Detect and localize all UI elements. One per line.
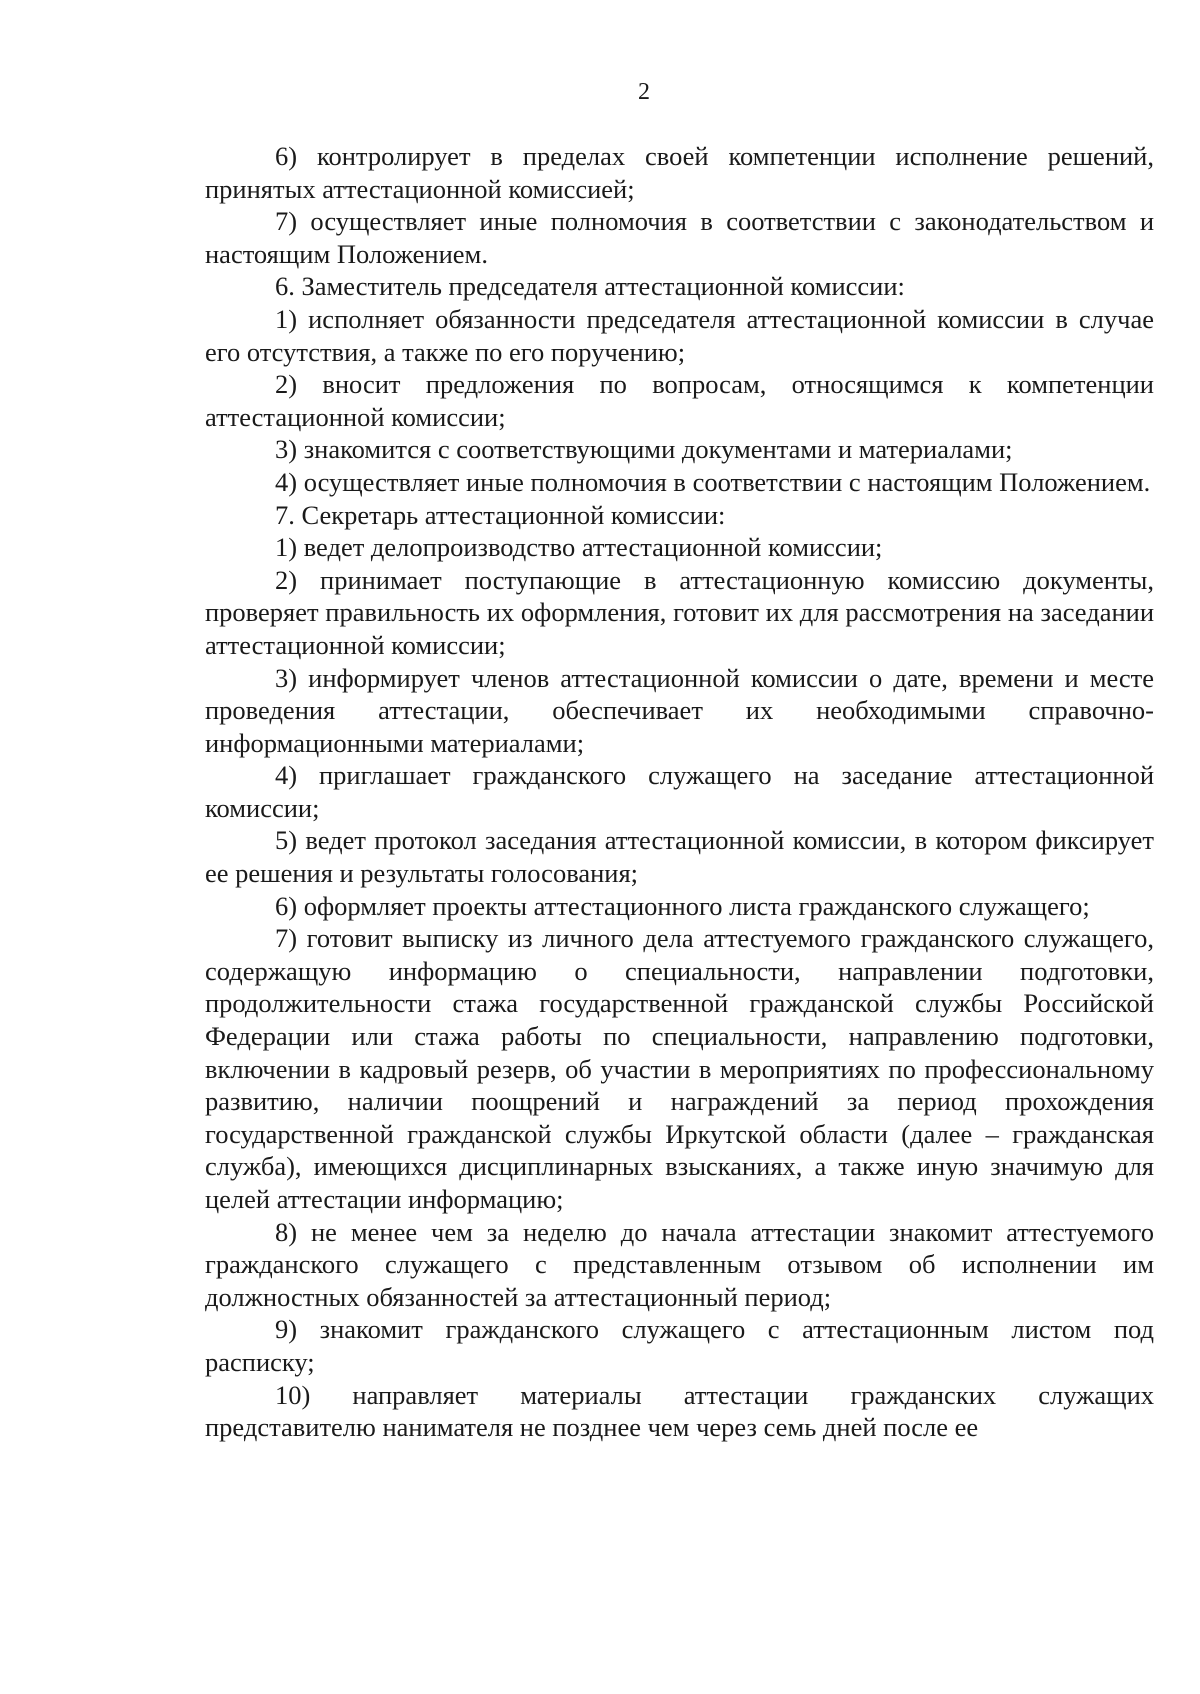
paragraph: 6) контролирует в пределах своей компетенции исполнение решений, принятых аттестационной комиссией; [205, 141, 1154, 204]
paragraph: 5) ведет протокол заседания аттестационной комиссии, в котором фиксирует ее решения и результаты голосования; [205, 825, 1154, 889]
page-number: 2 [638, 79, 650, 105]
paragraph: 1) ведет делопроизводство аттестационной комиссии; [275, 532, 883, 563]
paragraph: 3) информирует членов аттестационной комиссии о дате, времени и месте проведения аттестации, обеспечивает их необходимыми справочно-информационными материалами; [205, 662, 1154, 758]
paragraph: 3) знакомится с соответствующими документами и материалами; [275, 434, 1013, 465]
paragraph: 4) осуществляет иные полномочия в соответствии с настоящим Положением. [275, 466, 1151, 497]
paragraph: 6) оформляет проекты аттестационного листа гражданского служащего; [275, 890, 1090, 921]
document-body [205, 140, 1154, 1444]
paragraph: 2) принимает поступающие в аттестационную комиссию документы, проверяет правильность их оформления, готовит их для рассмотрения на заседании аттестационной комиссии; [205, 564, 1154, 660]
paragraph: 2) вносит предложения по вопросам, относящимся к компетенции аттестационной комиссии; [205, 369, 1154, 432]
paragraph: 4) приглашает гражданского служащего на заседание аттестационной комиссии; [205, 760, 1154, 823]
paragraph: 9) знакомит гражданского служащего с аттестационным листом под расписку; [205, 1314, 1154, 1377]
paragraph: 1) исполняет обязанности председателя аттестационной комиссии в случае его отсутствия, а также по его поручению; [205, 303, 1154, 367]
paragraph: 8) не менее чем за неделю до начала аттестации знакомит аттестуемого гражданского служащего с представленным отзывом об исполнении им должностных обязанностей за аттестационный период; [205, 1216, 1154, 1312]
section-heading: 6. Заместитель председателя аттестационной комиссии: [275, 271, 905, 302]
paragraph: 7) готовит выписку из личного дела аттестуемого гражданского служащего, содержащую информацию о специальности, направлении подготовки, продолжительности стажа государственной гражданской службы Российской Федерации или стажа работы по специальности, направлению подготовки, включении в кадровый резерв, об участии в мероприятиях по профессиональному развитию, наличии поощрений и награждений за период прохождения государственной гражданской службы Иркутской области (далее – гражданская служба), имеющихся дисциплинарных взысканиях, а также иную значимую для целей аттестации информацию; [205, 923, 1154, 1214]
paragraph: 10) направляет материалы аттестации гражданских служащих представителю нанимателя не позднее чем через семь дней после ее [205, 1379, 1154, 1443]
paragraph: 7) осуществляет иные полномочия в соответствии с законодательством и настоящим Положением. [205, 206, 1154, 269]
section-heading: 7. Секретарь аттестационной комиссии: [275, 499, 726, 530]
